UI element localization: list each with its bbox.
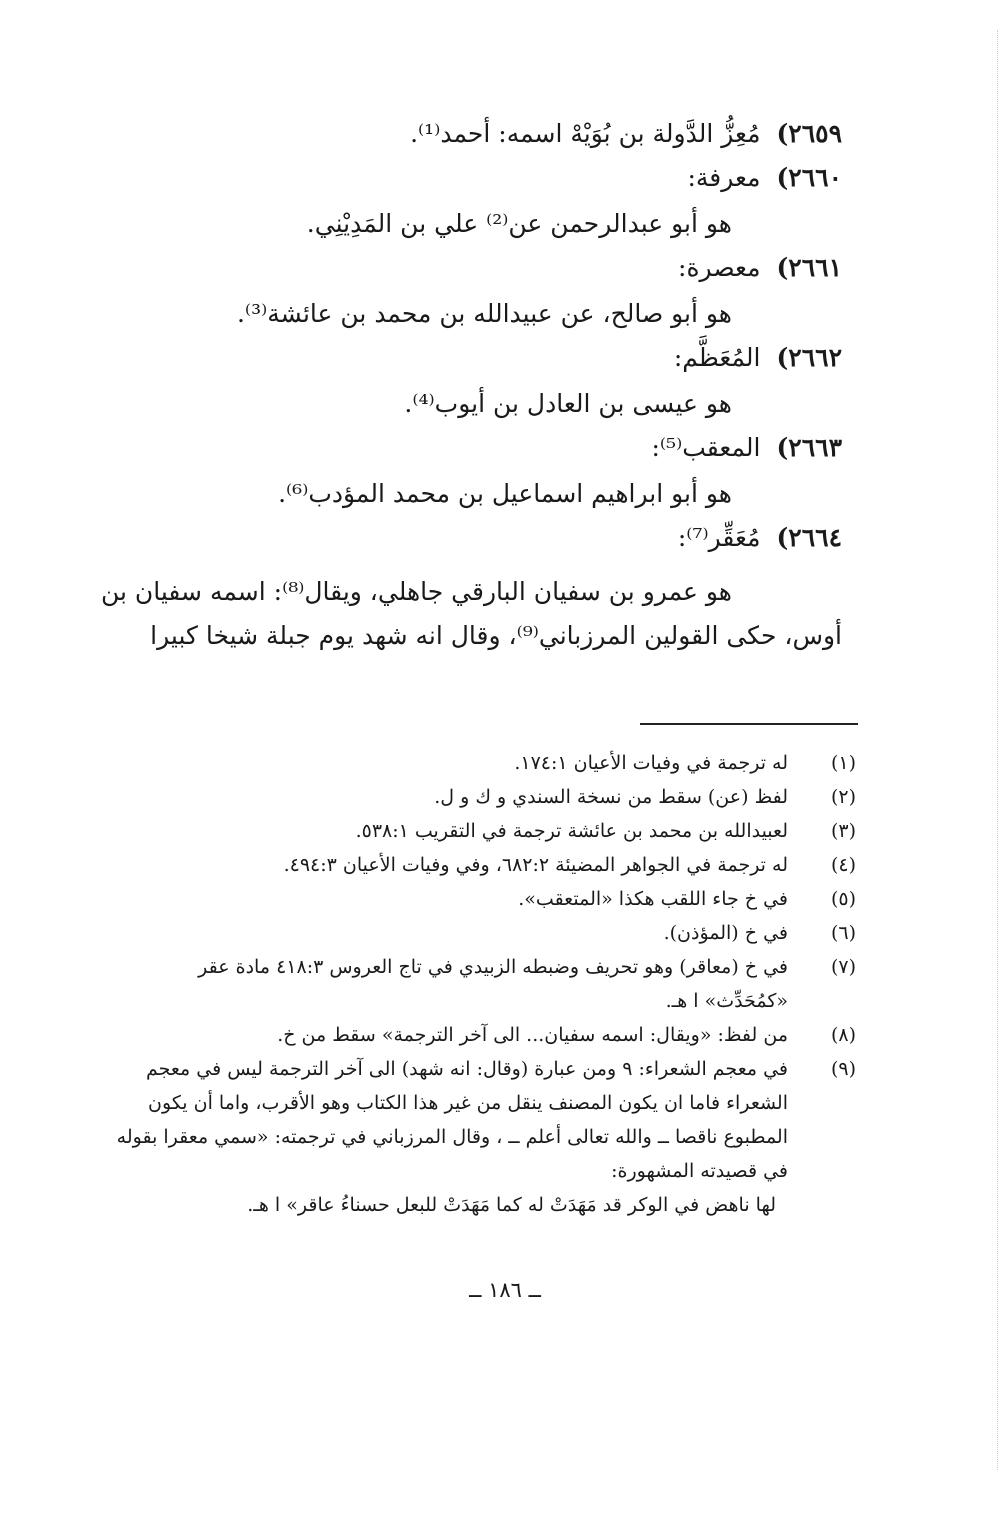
entry-2663 <box>130 426 842 470</box>
entry-body-line: هو عيسى بن العادل بن أيوب⁽⁴⁾. <box>404 389 732 418</box>
footnotes <box>116 746 856 1222</box>
footnote-verse: لها ناهض في الوكر قد مَهَدَتْ له كما مَهَدَتْ للبعل حسناءُ عاقر» ا هـ. <box>247 1194 776 1216</box>
entry-heading: المُعَظَّم: <box>673 343 761 372</box>
footnote-text <box>117 1052 788 1222</box>
footnote-number: (٦) <box>830 922 856 944</box>
footnote-text: له ترجمة في وفيات الأعيان ١٧٤:١. <box>514 752 788 774</box>
footnote-number: (٢) <box>830 786 856 808</box>
page-number: ــ ١٨٦ ــ <box>469 1278 541 1302</box>
page-edge <box>996 30 998 1470</box>
footnote <box>130 1018 856 1052</box>
footnote-number: (٨) <box>830 1024 856 1046</box>
main-text <box>100 112 842 658</box>
footnote-number: (٩) <box>830 1058 856 1080</box>
footnote-number: (٣) <box>830 820 856 842</box>
footnote <box>130 814 856 848</box>
footnote <box>116 1052 856 1222</box>
footnote-line: في معجم الشعراء: ٩ ومن عبارة (وقال: انه شهد) الى آخر الترجمة ليس في معجم <box>145 1058 788 1080</box>
entry-heading: مُعِزُّ الدَّولة بن بُوَيْهْ اسمه: أحمد⁽¹⁾. <box>410 119 761 148</box>
footnote-number: (١) <box>830 752 856 774</box>
footnote <box>130 780 856 814</box>
footnote <box>130 746 856 780</box>
entry-heading: معصرة: <box>678 253 761 282</box>
entry-2664 <box>130 516 842 560</box>
footnote-number: (٥) <box>830 888 856 910</box>
footnote-line: الشعراء فاما ان يكون المصنف ينقل من غير هذا الكتاب وهو الأقرب، واما أن يكون <box>148 1092 788 1114</box>
entry-heading: معرفة: <box>687 163 761 192</box>
footnote-text <box>130 950 788 1018</box>
footnote-text: في خ جاء اللقب هكذا «المتعقب». <box>518 888 788 910</box>
footnote-separator <box>640 723 858 725</box>
footnote-text: في خ (المؤذن). <box>663 922 788 944</box>
footnote-text: لعبيدالله بن محمد بن عائشة ترجمة في التقريب ٥٣٨:١. <box>355 820 788 842</box>
footnote-number: (٧) <box>830 956 856 978</box>
entry-2660 <box>130 156 842 200</box>
entry-body-line: هو عمرو بن سفيان البارقي جاهلي، ويقال⁽⁸⁾: اسمه سفيان بن <box>100 577 732 606</box>
entry-heading: المعقب⁽⁵⁾: <box>651 433 761 462</box>
entry-body-line: أوس، حكى القولين المرزباني⁽⁹⁾، وقال انه شهد يوم جبلة شيخا كبيرا <box>150 621 842 650</box>
entry-body-line: هو أبو صالح، عن عبيدالله بن محمد بن عائشة⁽³⁾. <box>236 299 732 328</box>
footnote-line: «كمُحَدِّث» ا هـ. <box>665 990 788 1012</box>
footnote-text: لفظ (عن) سقط من نسخة السندي و ك و ل. <box>434 786 788 808</box>
footnote-text: من لفظ: «ويقال: اسمه سفيان... الى آخر الترجمة» سقط من خ. <box>277 1024 788 1046</box>
footnote-line: المطبوع ناقصا ــ والله تعالى أعلم ــ ، وقال المرزباني في ترجمته: «سمي معقرا بقوله <box>116 1126 788 1148</box>
entry-number: ٢٦٦١) <box>776 253 842 282</box>
footnote <box>130 882 856 916</box>
entry-body-line: هو أبو عبدالرحمن عن⁽²⁾ علي بن المَدِيْنِي. <box>306 209 732 238</box>
entry-2659 <box>130 112 842 156</box>
entry-body-line: هو أبو ابراهيم اسماعيل بن محمد المؤدب⁽⁶⁾. <box>278 479 732 508</box>
entry-number: ٢٦٦٠) <box>776 163 842 192</box>
footnote-line: في قصيدته المشهورة: <box>611 1160 788 1182</box>
entry-heading: مُعَقِّر⁽⁷⁾: <box>677 523 761 552</box>
footnote-text: له ترجمة في الجواهر المضيئة ٦٨٢:٢، وفي وفيات الأعيان ٤٩٤:٣. <box>283 854 788 876</box>
footnote <box>130 848 856 882</box>
entry-2661 <box>130 246 842 290</box>
entry-number: ٢٦٥٩) <box>776 119 842 148</box>
entry-2662 <box>130 336 842 380</box>
entry-number: ٢٦٦٣) <box>776 433 842 462</box>
footnote <box>130 950 856 1018</box>
entry-number: ٢٦٦٢) <box>776 343 842 372</box>
entry-number: ٢٦٦٤) <box>776 523 842 552</box>
footnote-line: في خ (معاقر) وهو تحريف وضبطه الزبيدي في تاج العروس ٤١٨:٣ مادة عقر <box>198 956 788 978</box>
footnote-number: (٤) <box>830 854 856 876</box>
footnote <box>130 916 856 950</box>
